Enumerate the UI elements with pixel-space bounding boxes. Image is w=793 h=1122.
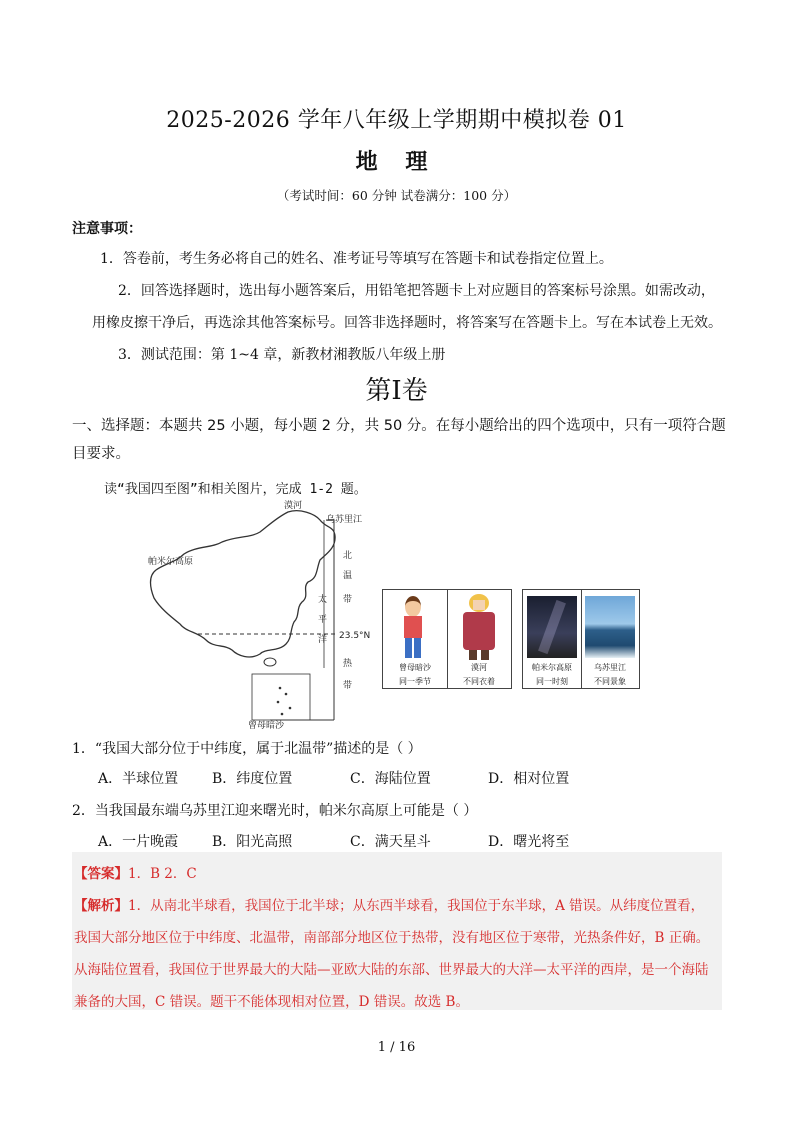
analysis-line-2: 我国大部分地区位于中纬度、北温带，南部部分地区位于热带，没有地区位于寒带，光热条件好，B 正确。 <box>74 930 710 946</box>
night-sky-photo <box>527 596 577 658</box>
question-1: 1．“我国大部分位于中纬度，属于北温带”描述的是（ ） <box>72 741 422 757</box>
read-prompt: 读“我国四至图”和相关图片，完成 1-2 题。 <box>104 482 367 497</box>
notice-item-3: 3．测试范围：第 1~4 章，新教材湘教版八年级上册 <box>118 347 446 363</box>
label-north-temperate-1: 北 <box>343 551 353 561</box>
answer-text: 1．B 2．C <box>128 866 197 882</box>
hainan-island <box>264 658 276 666</box>
label-north-temperate-3: 带 <box>343 595 353 605</box>
label-pacific-1: 太 <box>318 595 328 605</box>
label-pacific-2: 平 <box>318 615 328 625</box>
q1-option-d: D．相对位置 <box>488 771 570 787</box>
label-pacific-3: 洋 <box>318 635 328 645</box>
photo-caption-zengmu: 曾母暗沙 <box>399 663 431 672</box>
label-pamir: 帕米尔高原 <box>148 557 194 567</box>
notice-heading: 注意事项： <box>72 221 142 237</box>
subject-title: 地 理 <box>355 149 438 175</box>
notice-item-1: 1．答卷前，考生务必将自己的姓名、准考证号等填写在答题卡和试卷指定位置上。 <box>100 251 613 267</box>
section-heading: 一、选择题：本题共 25 小题，每小题 2 分，共 50 分。在每小题给出的四个选项中，只有一项符合题目要求。 <box>72 418 726 462</box>
volume-title: 第Ⅰ卷 <box>365 376 428 406</box>
notice-item-2b: 用橡皮擦干净后，再选涂其他答案标号。回答非选择题时，将答案写在答题卡上。写在本试卷上无效。 <box>92 315 722 331</box>
label-zengmu: 曾母暗沙 <box>248 721 285 730</box>
analysis-label: 【解析】 <box>74 898 128 914</box>
q1-option-c: C．海陆位置 <box>350 771 431 787</box>
photo-caption-mohe: 漠河 <box>471 663 487 672</box>
q2-option-a: A．一片晚霞 <box>98 834 179 850</box>
q2-option-b: B．阳光高照 <box>212 834 293 850</box>
photo-panel-right <box>522 589 640 689</box>
photo-caption-different-scenery: 不同景象 <box>594 677 626 686</box>
page-number: 1 / 16 <box>377 1040 416 1055</box>
winter-figure-image <box>461 594 497 660</box>
exam-info: （考试时间：60 分钟 试卷满分：100 分） <box>276 188 517 203</box>
analysis-text-1: 1．从南北半球看，我国位于北半球；从东西半球看，我国位于东半球，A 错误。从纬度位置看， <box>128 898 705 914</box>
label-tropical-1: 热 <box>343 659 353 669</box>
notice-item-2a: 2．回答选择题时，选出每小题答案后，用铅笔把答题卡上对应题目的答案标号涂黑。如需改动， <box>118 283 715 299</box>
answer-line <box>74 862 197 882</box>
q1-option-b: B．纬度位置 <box>212 771 293 787</box>
question-2: 2．当我国最东端乌苏里江迎来曙光时，帕米尔高原上可能是（ ） <box>72 803 478 819</box>
q1-option-a: A．半球位置 <box>98 771 179 787</box>
child-figure-image <box>401 596 425 660</box>
photo-caption-same-season: 同一季节 <box>399 677 431 686</box>
south-china-sea-box <box>252 674 310 720</box>
answer-label: 【答案】 <box>74 866 128 882</box>
photo-panel-left <box>382 589 512 689</box>
q2-option-c: C．满天星斗 <box>350 834 431 850</box>
photo-caption-same-moment: 同一时刻 <box>536 677 568 686</box>
analysis-line-3: 从海陆位置看，我国位于世界最大的大陆—亚欧大陆的东部、世界最大的大洋—太平洋的西岸，是一个海陆 <box>74 962 709 978</box>
exam-title: 2025-2026 学年八年级上学期期中模拟卷 01 <box>166 108 627 133</box>
photo-caption-different-clothing: 不同衣着 <box>463 677 495 686</box>
analysis-line-4: 兼备的大国，C 错误。题干不能体现相对位置，D 错误。故选 B。 <box>74 994 469 1010</box>
china-outline <box>151 511 336 657</box>
photo-caption-wusuli: 乌苏里江 <box>594 663 626 672</box>
analysis-line-1 <box>74 894 704 914</box>
q2-option-d: D．曙光将至 <box>488 834 570 850</box>
label-tropic: 23.5°N <box>339 631 371 641</box>
river-dawn-photo <box>585 596 635 658</box>
label-north-temperate-2: 温 <box>343 571 353 581</box>
label-mohe: 漠河 <box>284 501 303 511</box>
photo-caption-pamir: 帕米尔高原 <box>532 663 572 672</box>
china-extremities-map <box>140 498 380 730</box>
label-wusuli: 乌苏里江 <box>326 515 363 525</box>
label-tropical-2: 带 <box>343 681 353 691</box>
